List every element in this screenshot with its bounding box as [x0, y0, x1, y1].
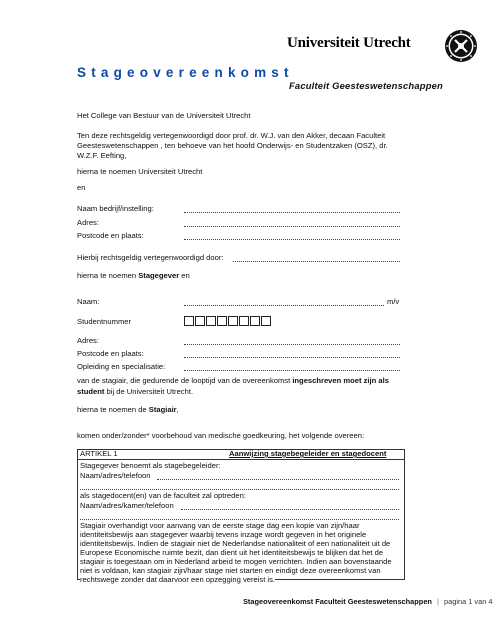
article-number: ARTIKEL 1	[80, 449, 118, 458]
university-seal-icon	[444, 29, 478, 63]
company-postcode-field[interactable]	[184, 231, 400, 240]
page-footer	[243, 597, 493, 606]
footer-page-number: pagina 1 van 4	[444, 597, 493, 606]
article-heading-divider	[77, 459, 404, 460]
student-study-label: Opleiding en specialisatie:	[77, 362, 166, 371]
student-address-label: Adres:	[77, 336, 99, 345]
footer-separator: |	[437, 597, 439, 606]
agreement-line: komen onder/zonder* voorbehoud van medische goedkeuring, het volgende overeen:	[77, 431, 365, 440]
footer-document-name: Stageovereenkomst Faculteit Geesteswetenschappen	[243, 597, 432, 606]
document-title: Stageovereenkomst	[77, 65, 294, 80]
article-paragraph-1: Stagiair overhandigt voor aanvang van de eerste stage dag een kopie van zijn/haar	[80, 521, 360, 530]
article-paragraph-7: rechtswege zonder dat daarvoor een opzegging vereist is.	[80, 575, 276, 584]
student-name-field[interactable]	[184, 297, 384, 306]
and-text: en	[77, 183, 86, 192]
teacher-label: Naam/adres/kamer/telefoon	[80, 501, 174, 510]
student-name-label: Naam:	[77, 297, 100, 306]
student-address-field[interactable]	[184, 336, 400, 345]
representation-line-1: Ten deze rechtsgeldig vertegenwoordigd door prof. dr. W.J. van den Akker, decaan Faculteit	[77, 131, 386, 140]
article-paragraph-2: identiteitsbewijs aan stagegever waarbij tevens inzage wordt gegeven in het originele	[80, 530, 367, 539]
article-paragraph-3: identiteitsbewijs. Indien de stagiair niet de Nederlandse nationaliteit of een nationaliteit uit de	[80, 539, 391, 548]
party-university: Het College van Bestuur van de Universiteit Utrecht	[77, 111, 251, 120]
company-address-label: Adres:	[77, 218, 99, 227]
enrollment-line-2: student bij de Universiteit Utrecht.	[77, 387, 194, 396]
representation-line-3: W.Z.F. Eefting,	[77, 151, 127, 160]
student-number-boxes[interactable]	[184, 313, 272, 331]
representation-line-2: Geesteswetenschappen , ten behoeve van het hoofd Onderwijs- en Studentzaken (OSZ), dr.	[77, 141, 388, 150]
article-paragraph-6: niet is voldaan, kan stagiair zijn/haar stage niet starten en eindigt deze overeenkomst van	[80, 566, 381, 575]
article-heading: Aanwijzing stagebegeleider en stagedocent	[229, 449, 387, 458]
company-representative-field[interactable]	[233, 253, 400, 262]
company-name-label: Naam bedrijf/instelling:	[77, 204, 154, 213]
article-box-left	[77, 449, 78, 579]
supervisor-label: Naam/adres/telefoon	[80, 471, 151, 480]
article-line-3: als stagedocent(en) van de faculteit zal optreden:	[80, 491, 246, 500]
company-representative-label: Hierbij rechtsgeldig vertegenwoordigd door:	[77, 253, 224, 262]
article-line-1: Stagegever benoemt als stagebegeleider:	[80, 461, 221, 470]
article-paragraph-4: Europese Economische ruimte bezit, dan dient uit het identiteitsbewijs te blijken dat het de	[80, 548, 384, 557]
company-postcode-label: Postcode en plaats:	[77, 231, 144, 240]
company-name-field[interactable]	[184, 204, 400, 213]
supervisor-field[interactable]	[157, 471, 399, 480]
company-address-field[interactable]	[184, 218, 400, 227]
student-number-label: Studentnummer	[77, 317, 132, 326]
teacher-field[interactable]	[181, 501, 399, 510]
gender-text: m/v	[387, 297, 400, 306]
student-postcode-label: Postcode en plaats:	[77, 349, 144, 358]
named-stagiair: hierna te noemen de Stagiair,	[77, 405, 179, 414]
university-name: Universiteit Utrecht	[287, 35, 411, 51]
student-study-field[interactable]	[184, 362, 400, 371]
faculty-name: Faculteit Geesteswetenschappen	[289, 80, 443, 91]
article-box-right	[404, 449, 405, 579]
named-stagegever: hierna te noemen Stagegever en	[77, 271, 190, 280]
enrollment-line-1: van de stagiair, die gedurende de looptijd van de overeenkomst ingeschreven moet zijn als	[77, 376, 389, 385]
named-university: hierna te noemen Universiteit Utrecht	[77, 167, 203, 176]
student-postcode-field[interactable]	[184, 349, 400, 358]
teacher-field-2[interactable]	[80, 511, 399, 520]
article-paragraph-5: stagiair is toegestaan om in Nederland arbeid te mogen verrichten. Indien aan bovenstaande	[80, 557, 392, 566]
supervisor-field-2[interactable]	[80, 481, 399, 490]
